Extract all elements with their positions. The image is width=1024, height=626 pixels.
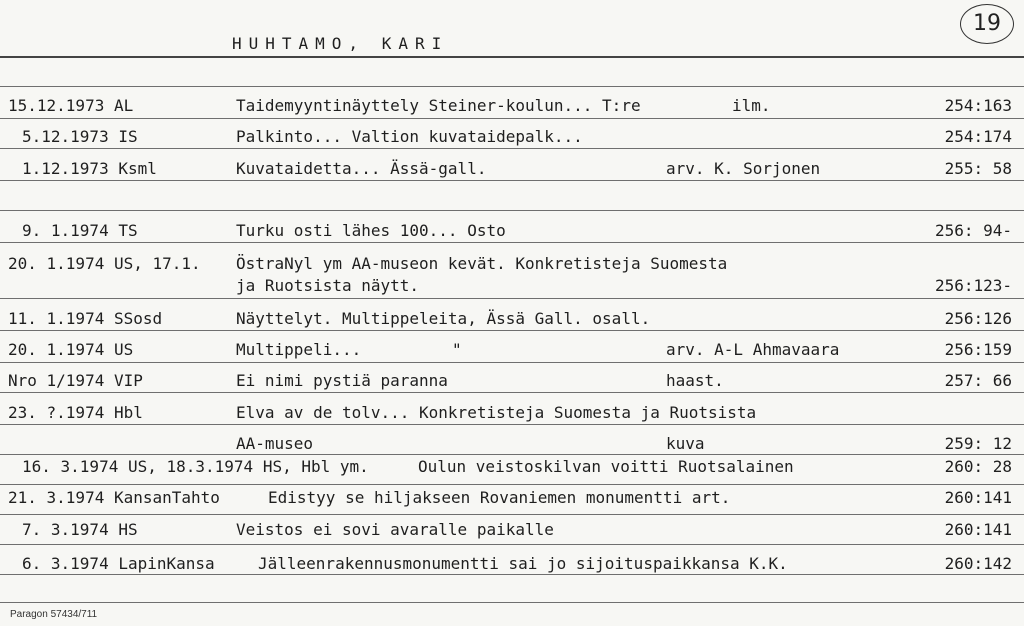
rule <box>0 544 1024 545</box>
entry-row <box>0 221 1024 243</box>
entry-row <box>0 96 1024 118</box>
entry-note: ilm. <box>732 96 771 115</box>
entry-description: Oulun veistoskilvan voitti Ruotsalainen <box>418 457 794 476</box>
entry-ref: 259: 12 <box>944 434 1012 453</box>
entry-description: Jälleenrakennusmonumentti sai jo sijoituspaikkansa K.K. <box>258 554 788 573</box>
rule <box>0 484 1024 485</box>
entry-description: Kuvataidetta... Ässä-gall. <box>236 159 487 178</box>
rule <box>0 86 1024 87</box>
entry-ref: 256:126 <box>944 309 1012 328</box>
entry-date-source: 7. 3.1974 HS <box>22 520 138 539</box>
entry-row <box>0 371 1024 393</box>
entry-note: arv. A-L Ahmavaara <box>666 340 840 359</box>
rule <box>0 602 1024 603</box>
rule <box>0 118 1024 119</box>
entry-row <box>0 127 1024 149</box>
entry-description: Ei nimi pystiä paranna <box>236 371 448 390</box>
entry-row <box>0 254 1024 276</box>
entry-ref: 260:141 <box>944 520 1012 539</box>
entry-row <box>0 340 1024 362</box>
entry-date-source: 20. 1.1974 US, 17.1. <box>8 254 201 273</box>
entry-description: Elva av de tolv... Konkretisteja Suomesta ja Ruotsista <box>236 403 757 422</box>
entry-date-source: 15.12.1973 AL <box>8 96 134 115</box>
entry-ref: 256:123- <box>934 276 1012 295</box>
entry-continuation-row <box>0 276 1024 298</box>
entry-row <box>0 520 1024 542</box>
ditto-mark: " <box>452 340 462 359</box>
entry-date-source: 6. 3.1974 LapinKansa <box>22 554 215 573</box>
entry-ref: 254:163 <box>944 96 1012 115</box>
entry-date-source: 1.12.1973 Ksml <box>22 159 157 178</box>
rule <box>0 362 1024 363</box>
entry-ref: 260:142 <box>944 554 1012 573</box>
entry-ref: 256:159 <box>944 340 1012 359</box>
rule <box>0 514 1024 515</box>
entry-row <box>0 309 1024 331</box>
card-number: 19 <box>960 4 1014 44</box>
entry-note: haast. <box>666 371 724 390</box>
entry-description: Palkinto... Valtion kuvataidepalk... <box>236 127 583 146</box>
entry-row <box>0 159 1024 181</box>
entry-ref: 255: 58 <box>944 159 1012 178</box>
entry-date-source: 23. ?.1974 Hbl <box>8 403 143 422</box>
entry-description: Edistyy se hiljakseen Rovaniemen monumentti art. <box>268 488 731 507</box>
entry-description: Taidemyyntinäyttely Steiner-koulun... T:re <box>236 96 641 115</box>
entry-date-source: 21. 3.1974 KansanTahto <box>8 488 220 507</box>
footer-printer-mark: Paragon 57434/711 <box>10 609 98 620</box>
entry-date-source: 9. 1.1974 TS <box>22 221 138 240</box>
entry-row <box>0 403 1024 425</box>
entry-description: ÖstraNyl ym AA-museon kevät. Konkretisteja Suomesta <box>236 254 728 273</box>
entry-ref: 254:174 <box>944 127 1012 146</box>
entry-date-source: 5.12.1973 IS <box>22 127 138 146</box>
entry-description: Veistos ei sovi avaralle paikalle <box>236 520 554 539</box>
entry-ref: 260: 28 <box>944 457 1012 476</box>
entry-continuation-row <box>0 434 1024 456</box>
entry-date-source: 11. 1.1974 SSosd <box>8 309 163 328</box>
card-title: HUHTAMO, KARI <box>232 34 449 53</box>
entry-note: arv. K. Sorjonen <box>666 159 821 178</box>
entry-description: Näyttelyt. Multippeleita, Ässä Gall. osall. <box>236 309 651 328</box>
entry-date-source: Nro 1/1974 VIP <box>8 371 143 390</box>
entry-row <box>0 554 1024 576</box>
entry-row <box>0 488 1024 510</box>
entry-description: ja Ruotsista näytt. <box>236 276 420 295</box>
entry-date-source: 20. 1.1974 US <box>8 340 134 359</box>
rule <box>0 298 1024 299</box>
entry-description: Multippeli... <box>236 340 362 359</box>
entry-description: Turku osti lähes 100... Osto <box>236 221 506 240</box>
rule <box>0 210 1024 211</box>
entry-ref: 257: 66 <box>944 371 1012 390</box>
entry-description: AA-museo <box>236 434 314 453</box>
entry-ref: 260:141 <box>944 488 1012 507</box>
header-rule <box>0 56 1024 58</box>
entry-ref: 256: 94- <box>934 221 1012 240</box>
entry-date-source: 16. 3.1974 US, 18.3.1974 HS, Hbl ym. <box>22 457 369 476</box>
entry-note: kuva <box>666 434 705 453</box>
entry-row <box>0 457 1024 479</box>
